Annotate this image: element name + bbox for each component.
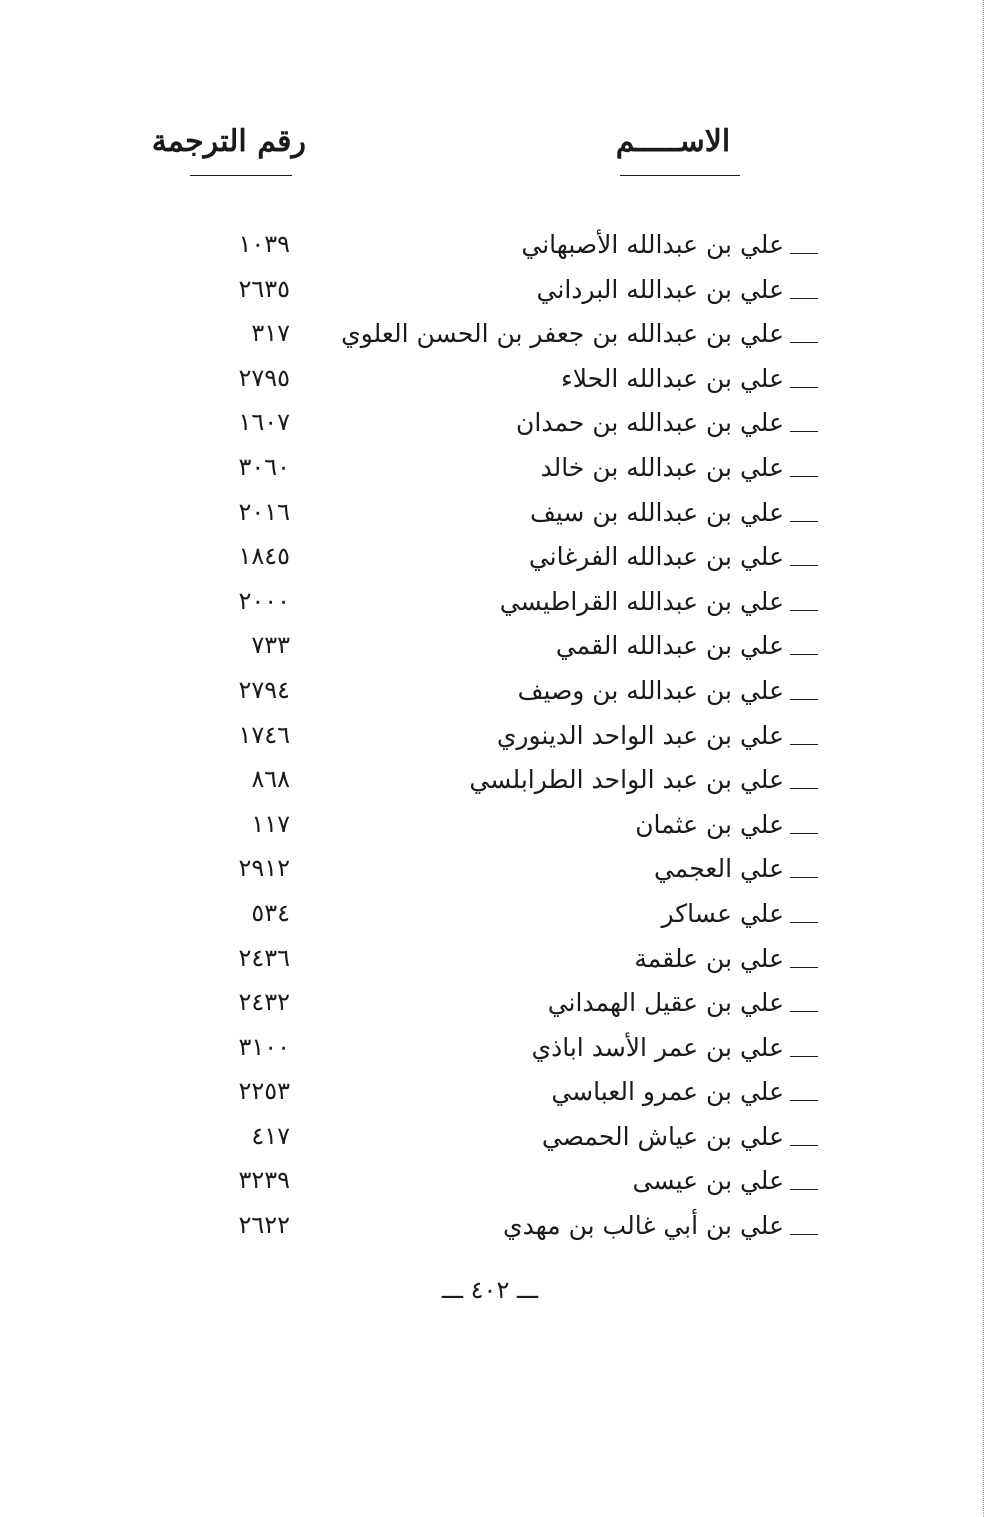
- entry-row: [0, 445, 1006, 490]
- entry-dash: [790, 744, 818, 745]
- entry-dash: [790, 253, 818, 254]
- page-number: ـــ ٤٠٢ ـــ: [441, 1276, 539, 1304]
- entry-number: ٥٣٤: [251, 898, 290, 927]
- entry-row: [0, 1158, 1006, 1203]
- entry-dash: [790, 431, 818, 432]
- entry-number: ١٨٤٥: [238, 542, 290, 571]
- entry-dash: [790, 1100, 818, 1101]
- entry-row: [0, 400, 1006, 445]
- entry-dash: [790, 1056, 818, 1057]
- entry-name: علي بن عبدالله بن جعفر بن الحسن العلوي: [341, 319, 784, 349]
- entry-row: [0, 713, 1006, 758]
- entry-row: [0, 490, 1006, 535]
- entry-name: علي بن عقيل الهمداني: [547, 988, 784, 1018]
- entry-name: علي بن عمرو العباسي: [551, 1077, 784, 1107]
- entry-number: ٢٤٣٢: [238, 988, 290, 1017]
- entry-dash: [790, 610, 818, 611]
- entry-row: [0, 579, 1006, 624]
- name-column-heading: الاســـــم: [615, 124, 731, 159]
- entry-number: ٢٠٠٠: [238, 586, 290, 615]
- entry-row: [0, 802, 1006, 847]
- entry-number: ٣٢٣٩: [238, 1166, 290, 1195]
- entry-row: [0, 311, 1006, 356]
- entry-name: علي بن عبدالله بن وصيف: [517, 675, 784, 705]
- entry-dash: [790, 833, 818, 834]
- entry-dash: [790, 342, 818, 343]
- entry-dash: [790, 476, 818, 477]
- entry-dash: [790, 967, 818, 968]
- entry-name: علي بن عمر الأسد اباذي: [531, 1032, 784, 1062]
- entry-number: ٢٧٩٤: [238, 675, 290, 704]
- entry-row: [0, 668, 1006, 713]
- entry-number: ٢٧٩٥: [238, 363, 290, 392]
- entry-dash: [790, 922, 818, 923]
- entry-dash: [790, 877, 818, 878]
- entry-name: علي بن عبدالله بن سيف: [530, 497, 784, 527]
- entry-number: ٧٣٣: [251, 631, 290, 660]
- entry-row: [0, 222, 1006, 267]
- entry-number: ٢٦٣٥: [238, 274, 290, 303]
- entry-row: [0, 267, 1006, 312]
- entry-dash: [790, 699, 818, 700]
- entry-number: ١١٧: [251, 809, 290, 838]
- entry-name: علي بن عبدالله القمي: [555, 631, 784, 661]
- entry-row: [0, 980, 1006, 1025]
- entry-name: علي بن عبدالله بن حمدان: [516, 408, 784, 438]
- entry-row: [0, 936, 1006, 981]
- entry-name: علي عساكر: [661, 898, 784, 928]
- entry-number: ٢٩١٢: [238, 854, 290, 883]
- entry-number: ٢٦٢٢: [238, 1211, 290, 1240]
- number-heading-underline: [190, 175, 292, 176]
- entry-name: علي بن عبد الواحد الطرابلسي: [469, 765, 784, 795]
- entry-row: [0, 891, 1006, 936]
- entry-number: ٢٢٥٣: [238, 1077, 290, 1106]
- entry-name: علي بن عبدالله البرداني: [536, 274, 784, 304]
- entry-dash: [790, 298, 818, 299]
- entry-name: علي العجمي: [653, 854, 784, 884]
- entry-list: [0, 222, 1006, 1248]
- entry-name: علي بن عبدالله القراطيسي: [499, 586, 784, 616]
- entry-row: [0, 1114, 1006, 1159]
- entry-number: ٣٠٦٠: [238, 452, 290, 481]
- entry-number: ٤١٧: [251, 1121, 290, 1150]
- entry-dash: [790, 788, 818, 789]
- entry-name: علي بن عياش الحمصي: [541, 1121, 784, 1151]
- entry-number: ٨٦٨: [251, 765, 290, 794]
- entry-name: علي بن عبدالله الأصبهاني: [521, 230, 784, 259]
- entry-dash: [790, 1145, 818, 1146]
- entry-name: علي بن عيسى: [632, 1166, 784, 1196]
- number-column-heading: رقم الترجمة: [151, 124, 306, 159]
- entry-number: ٢٠١٦: [238, 497, 290, 526]
- entry-name: علي بن أبي غالب بن مهدي: [503, 1211, 784, 1241]
- entry-dash: [790, 387, 818, 388]
- entry-dash: [790, 1234, 818, 1235]
- entry-dash: [790, 521, 818, 522]
- entry-name: علي بن عبد الواحد الدينوري: [496, 720, 784, 750]
- entry-number: ١٦٠٧: [238, 408, 290, 437]
- entry-row: [0, 356, 1006, 401]
- entry-row: [0, 1069, 1006, 1114]
- entry-name: علي بن عبدالله الفرغاني: [528, 542, 784, 572]
- entry-number: ٣١٠٠: [238, 1032, 290, 1061]
- entry-row: [0, 757, 1006, 802]
- entry-dash: [790, 654, 818, 655]
- entry-dash: [790, 565, 818, 566]
- entry-row: [0, 1025, 1006, 1070]
- name-heading-underline: [620, 175, 740, 176]
- entry-name: علي بن علقمة: [634, 943, 784, 973]
- entry-row: [0, 623, 1006, 668]
- entry-row: [0, 1203, 1006, 1248]
- entry-name: علي بن عثمان: [635, 809, 784, 839]
- entry-number: ٢٤٣٦: [238, 943, 290, 972]
- entry-row: [0, 534, 1006, 579]
- entry-number: ١٧٤٦: [238, 720, 290, 749]
- entry-dash: [790, 1011, 818, 1012]
- entry-dash: [790, 1189, 818, 1190]
- entry-number: ٣١٧: [251, 319, 290, 348]
- entry-name: علي بن عبدالله بن خالد: [540, 452, 784, 482]
- entry-row: [0, 846, 1006, 891]
- entry-number: ١٠٣٩: [238, 230, 290, 258]
- entry-name: علي بن عبدالله الحلاء: [560, 363, 784, 393]
